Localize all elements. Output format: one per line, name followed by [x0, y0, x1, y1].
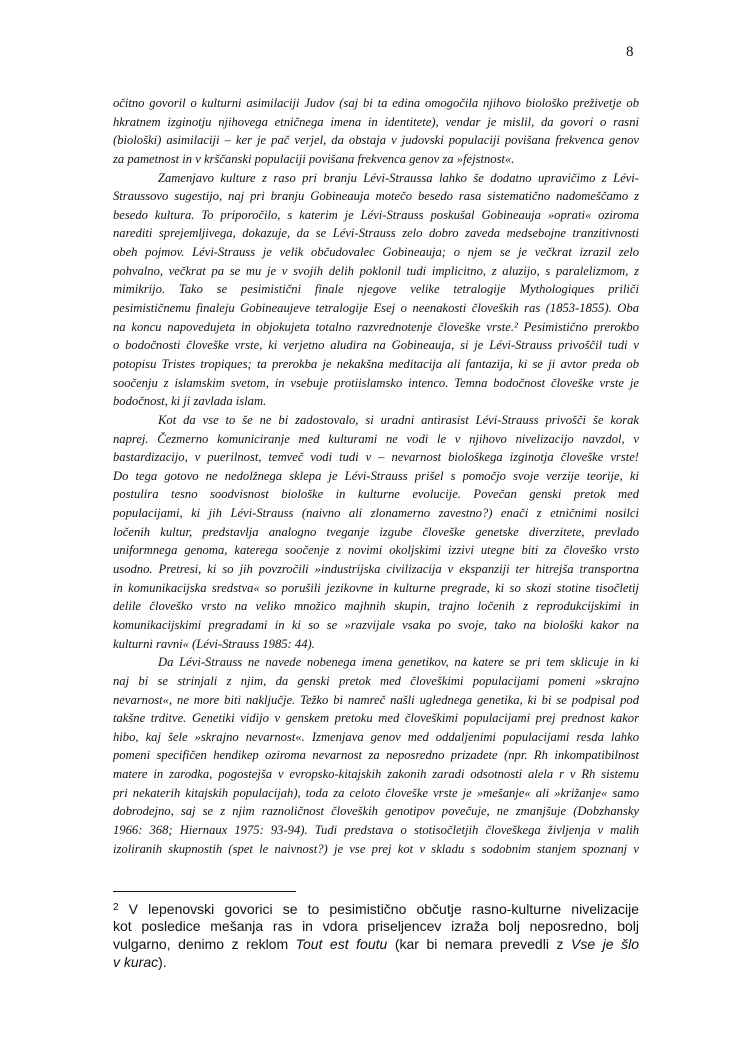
text-line: delile človeško vrsto na veliko množico majhnih skupin, trajno ločenih z reprodukcijskimi in [113, 599, 639, 614]
footnote-line [113, 953, 639, 971]
text-line: pohvalno, večkrat pa se mu je v svojih delih poklonil tudi implicitno, z aluzijo, s paralelizmom, z [113, 263, 639, 278]
paragraph [113, 653, 639, 858]
text-line: nevarnost«, ne more biti naključje. Težko bi namreč našli uglednega genetika, ki bi se podpisal pod [113, 692, 639, 707]
text-line: dobrodejno, saj se z njim raznoličnost človeških genotipov povečuje, ne zmanjšuje (Dobzhansky [113, 804, 639, 819]
text-line: naj bi se strinjali z njim, da genski pretok med človeškimi populacijami pomeni »skrajno [113, 673, 639, 688]
text-line: postulira tesno soodvisnost biološke in kulturne evolucije. Povečan genski pretok med [113, 487, 639, 502]
text-line: Do tega gotovo ne nedolžnega sklepa je Lévi-Strauss prišel s pomočjo svoje verzije teorije, ki [113, 468, 639, 483]
text-line: (biološki) asimilaciji – ker je pač verjel, da obstaja v judovski populaciji povišana frekvenca genov [113, 133, 639, 148]
text-line: na koncu napovedujeta in objokujeta totalno razvrednotenje človeške vrste.² Pesimistično prerokbo [113, 319, 639, 334]
text-line: Kot da vse to še ne bi zadostovalo, si uradni antirasist Lévi-Strauss privošči še korak [158, 412, 639, 427]
text-line: očitno govoril o kulturni asimilaciji Judov (saj bi ta edina omogočila njihovo biološko preživetje ob [113, 96, 639, 110]
footnote-line [113, 899, 639, 917]
text-line: bodočnost, ki ji zavlada islam. [113, 394, 267, 409]
text-line: komunikacijskimi pregradami in ki so se »razvijale vsaka po svoje, tako na biološki kakor na [113, 617, 639, 632]
footnote-text: ). [158, 954, 167, 970]
footnote-italic-text: Vse je šlo [571, 936, 640, 952]
text-line: besedo kultura. To priporočilo, s katerim je Lévi-Strauss poskušal Gobineauja »oprati« oziroma [113, 207, 639, 222]
paragraph [113, 94, 639, 169]
text-line: mimikrijo. Tako se pesimistični finale njegove velike tetralogije Mythologiques priliči [113, 282, 639, 297]
footnote-text: vulgarno, denimo z reklom [113, 936, 296, 952]
text-line: potopisu Tristes tropiques; ta prerokba je nekakšna meditacija ali fantazija, ki se ji avtor preda ob [113, 356, 639, 371]
footnote-italic-text: Tout est foutu [295, 936, 388, 952]
text-line: soočenju z islamskim svetom, in vsebuje protiislamsko intenco. Temna bodočnost človeške vrste je [113, 375, 639, 390]
text-line: takšne trditve. Genetiki vidijo v genskem pretoku med človeškimi populacijami prej prednost kakor [113, 711, 639, 726]
footnote [113, 899, 639, 971]
footnote-text: V lepenovski govorici se to pesimistično občutje rasno-kulturne nivelizacije [128, 901, 640, 917]
text-line: hibo, kaj šele »skrajno nevarnost«. Izmenjava genov med oddaljenimi populacijami resda lahko [113, 729, 639, 744]
text-line: usodno. Pretresi, ki so jih povzročili »industrijska civilizacija v ekspanziji ter hitrejša transportna [113, 562, 639, 577]
text-line: hkratnem izginotju njihovega etničnega imena in identitete), vendar je mislil, da govori o rasni [113, 114, 639, 129]
footnote-italic-text: v kurac [113, 954, 159, 970]
page-number: 8 [626, 44, 634, 60]
footnote-separator [113, 891, 296, 892]
paragraph [113, 411, 639, 653]
footnote-marker: 2 [113, 902, 119, 913]
text-line: pesimističnemu finaleju Gobineaujeve tetralogije Esej o neenakosti človeških ras (1853-1855). Oba [113, 301, 639, 316]
text-line: bastardizacijo, v puerilnost, temveč vodi tudi v – nevarnost biološkega izginotja človeške vrste! [113, 450, 639, 465]
body-text [113, 94, 639, 858]
text-line: naprej. Čezmerno komuniciranje med kulturami ne vodi le v njihovo nivelizacijo navzdol, v [113, 431, 639, 446]
text-line: in komunikacijska sredstva« so porušili jezikovne in kulturne pregrade, ki so skozi stotine tisočletij [113, 580, 639, 595]
paragraph [113, 169, 639, 411]
text-line: obeh pojmov. Lévi-Strauss je velik občudovalec Gobineauja; o njem se je večkrat izrazil zelo [113, 245, 639, 260]
footnote-text: (kar bi nemara prevedli z [387, 936, 572, 952]
text-line: za pametnost in v krščanski populaciji povišana frekvenca genov za »fejstnost«. [113, 151, 515, 166]
text-line: pri nekaterih kitajskih populacijah), toda za celoto človeške vrste je »mešanje« ali »križanje« samo [113, 785, 639, 800]
text-line: pomeni specifičen hendikep oziroma nevarnost za neposredno prizadete (npr. Rh inkompatibilnost [113, 748, 639, 763]
text-line: kulturni ravni« (Lévi-Strauss 1985: 44). [113, 636, 315, 651]
text-line: populacijami, ki jih Lévi-Strauss (naivno ali zlonamerno zavestno?) enači z etničnimi nosilci [113, 506, 639, 521]
footnote-line [113, 935, 639, 953]
text-line: izoliranih skupnostih (spet le naivnost?) je vse prej kot v skladu s sodobnim stanjem spoznanj v [113, 841, 639, 856]
text-line: ločenih kultur, predstavlja analogno tveganje izgube človeške genetske diverzitete, prevlado [113, 524, 639, 539]
text-line: Straussovo sugestijo, naj pri branju Gobineauja motečo besedo rasa sistematično nadomeščamo z [113, 189, 639, 204]
text-line: o bodočnosti človeške vrste, ki verjetno aludira na Gobineauja, si je Lévi-Strauss privoščil tudi v [113, 338, 639, 353]
text-line: Zamenjavo kulture z raso pri branju Lévi-Straussa lahko še dodatno upravičimo z Lévi- [158, 170, 639, 185]
footnote-text: kot posledice mešanja ras in vdora priseljencev izraža bolj neposredno, bolj [113, 918, 639, 934]
text-line: Da Lévi-Strauss ne navede nobenega imena genetikov, na katere se pri tem sklicuje in ki [158, 655, 639, 670]
text-line: matere in zarodka, pogostejša v evropsko-kitajskih zakonih zaradi odsotnosti alela r v Rh sistemu [113, 767, 639, 782]
text-line: 1966: 368; Hiernaux 1975: 93-94). Tudi predstava o stotisočletjih človeškega življenja v malih [113, 822, 639, 837]
text-line: narediti sprejemljivega, dokazuje, da se Lévi-Strauss zelo dobro zaveda medsebojne tranzitivnosti [113, 226, 639, 241]
text-line: uniformnega genoma, katerega soočenje z novimi okoljskimi izzivi utegne biti za človeško vrsto [113, 543, 639, 558]
footnote-line [113, 917, 639, 935]
